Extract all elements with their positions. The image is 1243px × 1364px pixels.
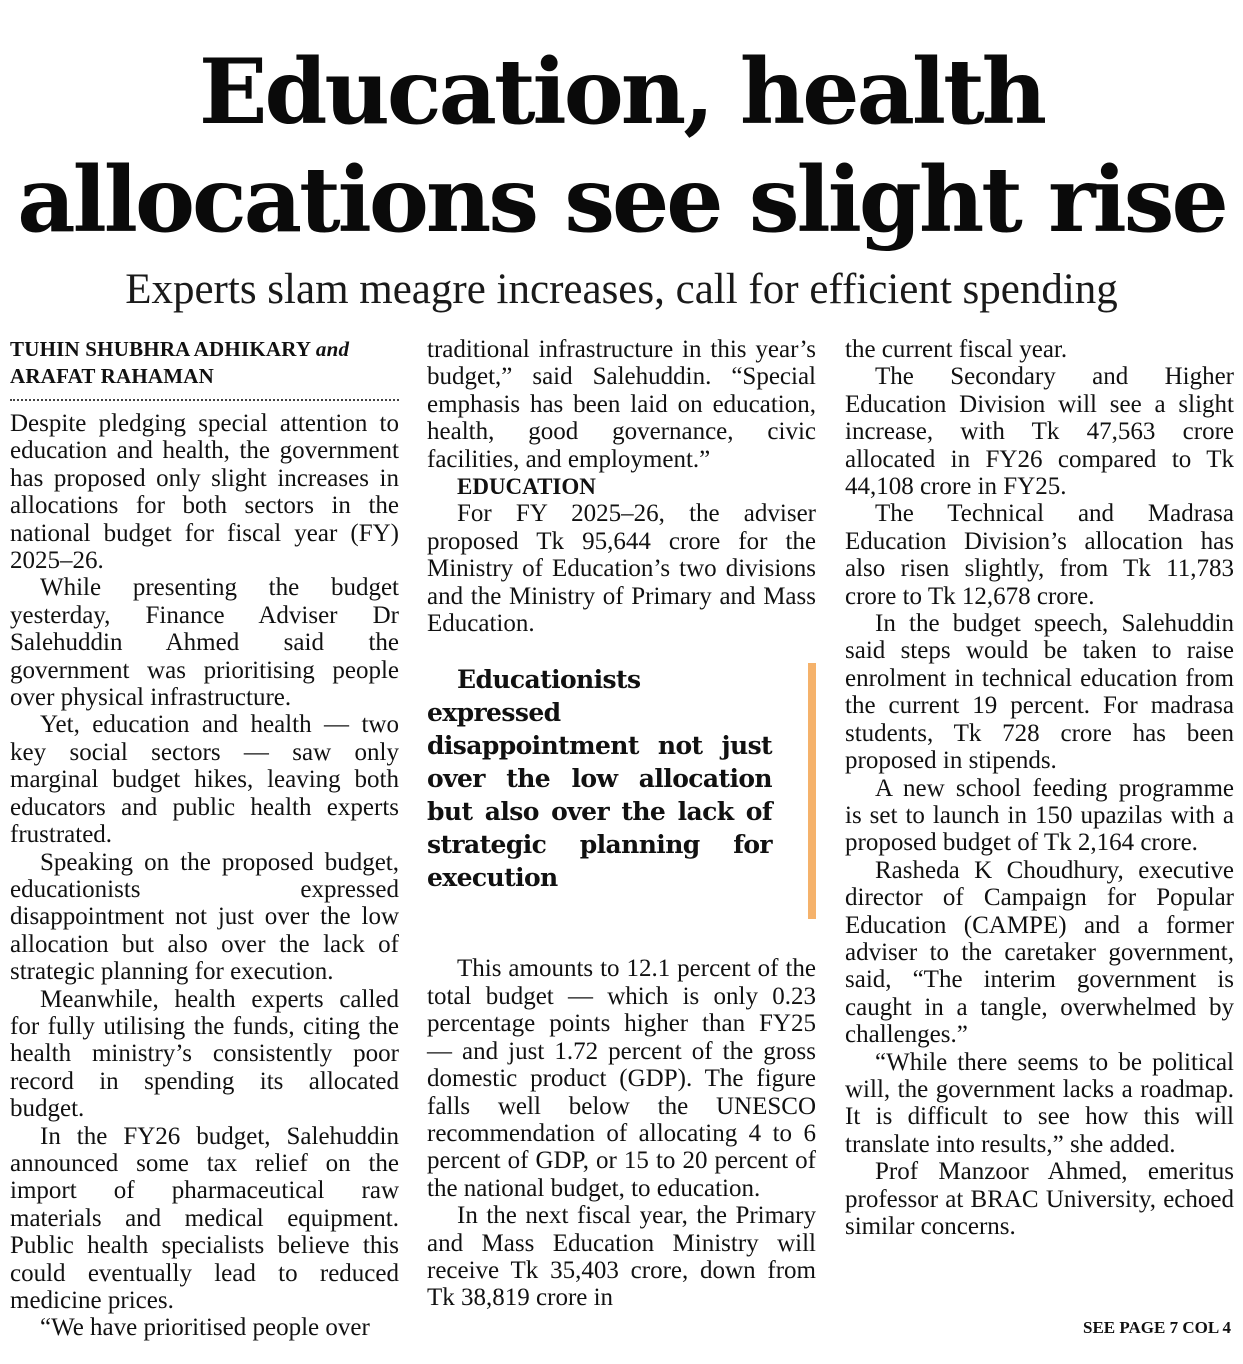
byline-conjunction: and [315,337,350,361]
byline-author-1: TUHIN SHUBHRA ADHIKARY [10,337,311,361]
body-paragraph: In the next fiscal year, the Primary and Mass Education Ministry will receive Tk 35,403 crore, down from Tk 38,819 crore in [427,1202,816,1312]
body-paragraph: While presenting the budget yesterday, Finance Adviser Dr Salehuddin Ahmed said the government was prioritising people over physical infrastructure. [10,574,399,712]
byline-divider [10,399,399,401]
section-heading-education: EDUCATION [457,474,596,500]
body-paragraph: The Secondary and Higher Education Division will see a slight increase, with Tk 47,563 crore allocated in FY26 compared to Tk 44,108 crore in FY25. [845,363,1234,501]
pull-quote-text: Educationists expressed disappointment not just over the low allocation but also over the lack of strategic planning for execution [427,665,772,893]
body-paragraph: the current fiscal year. [845,336,1068,363]
pull-quote-accent-bar [808,663,816,919]
body-paragraph: Speaking on the proposed budget, educationists expressed disappointment not just over the low allocation but also over the lack of strategic planning for execution. [10,848,399,986]
headline-line-2: allocations see slight rise [17,147,1226,253]
article-column-3 [845,336,1234,1240]
body-paragraph: Meanwhile, health experts called for fully utilising the funds, citing the health ministry’s consistently poor record in spending its allocated budget. [10,985,399,1123]
body-paragraph: “While there seems to be political will, the government lacks a roadmap. It is difficult to see how this will translate into results,” she added. [845,1048,1234,1158]
body-paragraph: Yet, education and health — two key social sectors — saw only marginal budget hikes, leaving both educators and public health experts frustrated. [10,711,399,849]
headline [0,38,1243,254]
body-paragraph: For FY 2025–26, the adviser proposed Tk 95,644 crore for the Ministry of Education’s two divisions and the Ministry of Primary and Mass Education. [427,500,816,638]
article-column-2 [427,336,816,1312]
body-paragraph: In the budget speech, Salehuddin said steps would be taken to raise enrolment in technical education from the current 19 percent. For madrasa students, Tk 728 crore has been proposed in stipends. [845,610,1234,775]
continuation-jump-line[interactable]: SEE PAGE 7 COL 4 [1083,1318,1231,1337]
article-column-1 [10,336,399,1342]
body-paragraph: In the FY26 budget, Salehuddin announced some tax relief on the import of pharmaceutical raw materials and medical equipment. Public health specialists believe this could eventually lead to reduced medicine prices. [10,1122,399,1314]
byline-author-2: ARAFAT RAHAMAN [10,364,215,388]
body-paragraph: A new school feeding programme is set to launch in 150 upazilas with a proposed budget of Tk 2,164 crore. [845,774,1234,857]
subheadline: Experts slam meagre increases, call for efficient spending [125,266,1118,313]
headline-line-1: Education, health [198,39,1045,145]
body-paragraph: traditional infrastructure in this year’s budget,” said Salehuddin. “Special emphasis has been laid on education, health, good governance, civic facilities, and employment.” [427,336,816,473]
body-paragraph: “We have prioritised people over [40,1314,370,1342]
body-paragraph: Despite pledging special attention to education and health, the government has proposed only slight increases in allocations for both sectors in the national budget for fiscal year (FY) 2025–26. [10,410,399,575]
body-paragraph: The Technical and Madrasa Education Division’s allocation has also risen slightly, from Tk 11,783 crore to Tk 12,678 crore. [845,500,1234,610]
body-paragraph: Prof Manzoor Ahmed, emeritus professor at BRAC University, echoed similar concerns. [845,1158,1234,1240]
pull-quote [427,663,816,927]
body-paragraph: Rasheda K Choudhury, executive director of Campaign for Popular Education (CAMPE) and a former adviser to the caretaker government, said, “The interim government is caught in a tangle, overwhelmed by challenges.” [845,856,1234,1049]
body-paragraph: This amounts to 12.1 percent of the total budget — which is only 0.23 percentage points higher than FY25 — and just 1.72 percent of the gross domestic product (GDP). The figure falls well below the UNESCO recommendation of allocating 4 to 6 percent of GDP, or 15 to 20 percent of the national budget, to education. [427,955,816,1202]
byline [10,336,399,390]
